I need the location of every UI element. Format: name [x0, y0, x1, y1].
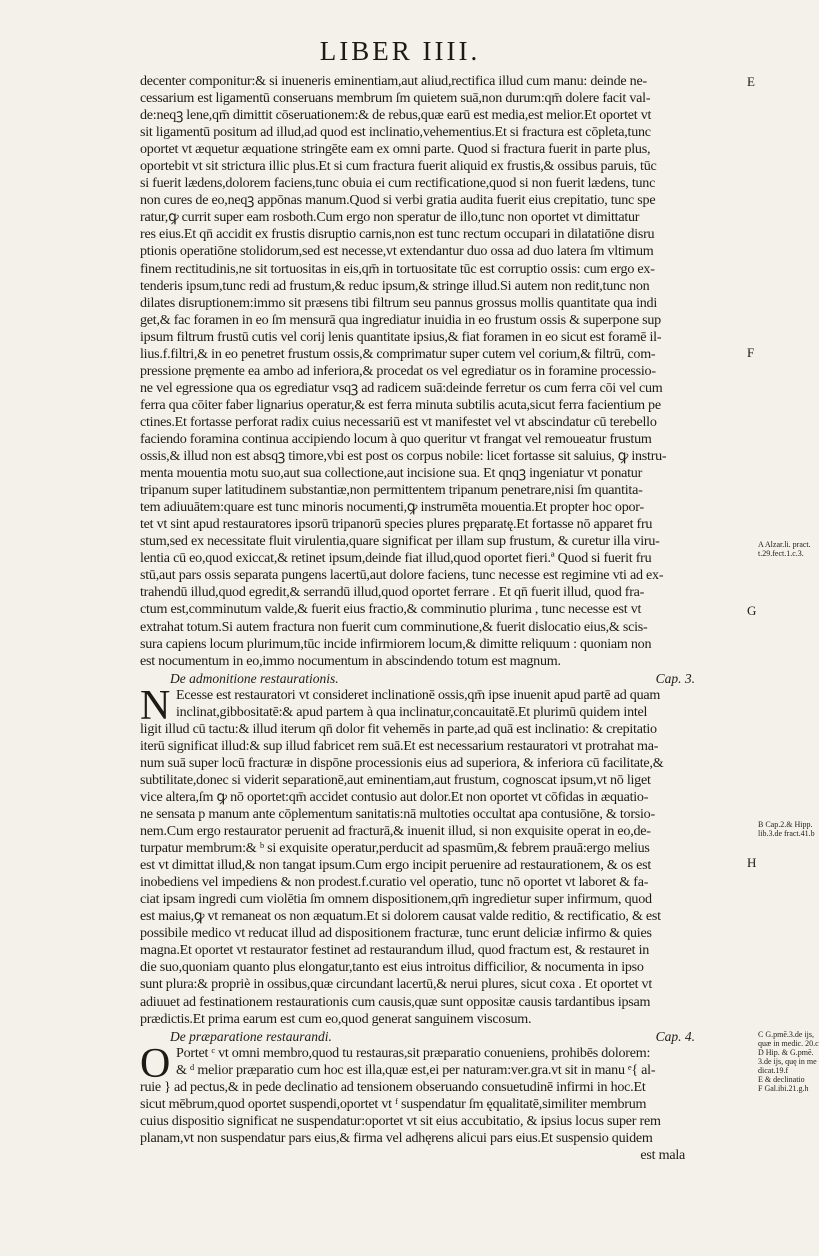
text-line: get,& fac foramen in eo ſm mensurā qua ingrediatur inuidia in eo frustum ossis & superpone sup: [140, 311, 661, 328]
margin-letter-g: G: [747, 603, 757, 618]
text-line: finem rectitudinis,ne sit tortuositas in eis,qm̄ in tortuositate tūc est corruptio ossis: cum ergo ex-: [140, 260, 655, 277]
side-note-line: D Hip. & G.pmē.: [758, 1048, 814, 1057]
side-note-line: E & declinatio: [758, 1075, 805, 1084]
text-line: die suo,quoniam quanto plus elongatur,tanto est eius introitus difficilior, & nocumenta in ipso: [140, 959, 644, 976]
text-line: ctum est,comminutum valde,& fuerit eius fractio,& comminutio plurima , tunc necesse est vt: [140, 601, 642, 618]
text-line: non cures de eo,neqꝫ appōnas manum.Quod si verbi gratia audita fuerit eius crepitatio, tunc spe: [140, 192, 656, 209]
text-line: sunt plura:& propriè in ossibus,quæ circundant lacertū,& nerui plures, sicut coxa . Et oportet vt: [140, 976, 652, 993]
text-line: inobediens vel impediens & non prodest.f.curatio vel operatio, tunc nō oportet vt laboret & fa-: [140, 874, 649, 891]
side-note-line: B Cap.2.& Hipp.: [758, 820, 813, 829]
text-line: lius.f.filtri,& in eo penetret frustum ossis,& comprimatur super cutem vel corium,& filtrū, com-: [140, 345, 656, 362]
text-line: ne sensata p manum ante cōplementum sanitatis:nā multoties occultat apa contusiōne, & torsio-: [140, 806, 655, 823]
text-line: cuius dispositio significat ne suspendatur:oportet vt sit eius accubitatio, & ipsius locus super rem: [140, 1112, 661, 1129]
text-line: ossis,& illud non est absqꝫ timore,vbi est post os corpus nobile: licet fortasse sit saluius, ꝙ instru-: [140, 448, 667, 465]
text-line: ruie } ad pectus,& in pede declinatio ad tensionem obseruando consuetudinē infirmi in hoc.Et: [140, 1078, 646, 1095]
side-note-line: A Alzar.li. pract.: [758, 540, 811, 549]
text-line: inclinat,gibbositatē:& apud partem à qua inclinatur,concauitatē.Et plurimū quidem intel: [176, 703, 648, 720]
text-line: Ecesse est restauratori vt consideret inclinationē ossis,qm̄ ipse inuenit apud partē ad quam: [176, 686, 661, 703]
text-part-3: [140, 1040, 740, 1164]
text-line: sit ligamentū positum ad illud,ad quod est inclinatio,vehementius.Et si fractura est cōpleta,tunc: [140, 124, 651, 141]
text-line: nem.Cum ergo restaurator peruenit ad fracturā,& inuenit illud, si non exquisite operat in eo,de-: [140, 823, 651, 840]
text-line: possibile medico vt reducat illud ad dispositionem fracturæ, tunc erunt deliciæ infirmo & quies: [140, 925, 652, 942]
text-line: oportebit vt sit strictura illic plus.Et si cum fractura fuerit aliquid ex frustis,& ossibus paruis, tūc: [140, 158, 657, 175]
text-line: extrahat totum.Si autem fractura non fuerit cum comminutione,& fuerit dislocatio eius,& scis-: [140, 618, 648, 635]
text-line: lentia cū eo,quod exiccat,& retinet ipsum,deinde fiat illud,quod oportet fieri.ª Quod si fuerit fru: [140, 550, 652, 567]
text-line: ratur,ꝙ currit super eam rosboth.Cum ergo non speratur de illo,tunc non oportet vt dimittatur: [140, 209, 640, 226]
side-note-line: quæ in medic. 20.c: [758, 1039, 819, 1048]
text-line: res eius.Et qn̄ accidit ex frustis disruptio carnis,non est tunc rectum occupari in dilatatiōne disru: [140, 226, 655, 243]
text-part-1: [140, 73, 740, 670]
text-line: subtilitate,donec si viderit separationē,aut eminentiam,aut frustum, cognoscat ipsum,vt nō liget: [140, 771, 651, 788]
drop-initial: O: [140, 1040, 171, 1087]
text-line: sura capiens locum plurimum,tūc incide infirmiorem locum,& dimitte reliquum : quoniam non: [140, 635, 652, 652]
chapter-number: Cap. 4.: [655, 1028, 695, 1044]
text-line: prædictis.Et prima earum est cum eo,quod generat sanguinem viscosum.: [140, 1010, 532, 1027]
text-line: tem adiuuātem:quare est tunc minoris nocumenti,ꝙ instrumēta mouentia.Et propter hoc opor-: [140, 499, 644, 516]
side-note-line: 3.de ijs, quę in me: [758, 1057, 817, 1066]
text-line: faciendo foramina continua accipiendo locum à quo queritur vt frangat vel remoueatur frustum: [140, 430, 652, 447]
text-line: est maius,ꝙ vt remaneat os non æquatum.Et si dolorem causat valde reditio, & rectificatio, & est: [140, 908, 661, 925]
text-line: decenter componitur:& si inueneris eminentiam,aut aliud,rectifica illud cum manu: deinde ne-: [140, 73, 647, 89]
side-note-line: t.29.fect.1.c.3.: [758, 549, 804, 558]
text-line: turpatur membrum:& ᵇ si exquisite operatur,perducit ad spasmūm,& febrem prauā:ergo melius: [140, 840, 650, 857]
text-line: Portet ᶜ vt omni membro,quod tu restauras,sit præparatio conueniens, prohibēs dolorem:: [176, 1044, 651, 1061]
side-note-line: F Gal.ibi.21.g.h: [758, 1084, 809, 1093]
text-line: iterū significat illud:& sup illud fabricet rem suā.Et est necessarium restauratori vt protrahat ma-: [140, 737, 659, 754]
side-note-a: [758, 540, 811, 558]
main-text-block: [140, 73, 740, 1164]
text-line: oportet vt æquetur æquatione stringēte eam ex omni parte. Quod si fractura fuerit in parte plus,: [140, 141, 651, 158]
text-line: si fuerit lædens,dolorem faciens,tunc obuia ei cum rectificatione,quod si non fuerit lædens, tunc: [140, 175, 656, 192]
text-line: adiuuet ad festinationem restaurationis cum causis,quæ sunt oppositæ causis tardantibus ipsam: [140, 993, 651, 1010]
text-line: stum,sed ex necessitate fluit virulentia,quare significat per illam sup frustum, & curetur illa viru-: [140, 533, 660, 550]
text-line: tenderis ipsum,tunc redi ad frustum,& reduc ipsum,& stringe illud.Si autem non redit,tunc non: [140, 277, 650, 294]
text-line: stū,aut pars ossis separata pungens lacertū,aut dolore faciens, tunc necesse est regimine vti ad ex-: [140, 567, 664, 584]
chapter-title: De præparatione restaurandi.: [170, 1028, 332, 1044]
side-note-c: [758, 1030, 819, 1093]
text-line: tripanum super latitudinem substantiæ,non permittentem tripanum penetrare,nisi ſm quantita-: [140, 482, 643, 499]
side-note-line: dicat.19.f: [758, 1066, 789, 1075]
text-part-2: [140, 682, 740, 1028]
text-line: ferra qua cōiter faber lignarius operatur,& est ferra minuta subtilis acuta,sicut ferra facientium pe: [140, 396, 661, 413]
text-line: vice altera,ſm ꝙ nō oportet:qm̄ accidet contusio aut dolor.Et non oportet vt cōfidas in æquatio-: [140, 788, 649, 805]
side-note-line: lib.3.de fract.41.b: [758, 829, 815, 838]
text-line: ne vel egressione qua os egrediatur vsqꝫ ad radicem suā:deinde ferretur os cum ferra cōi vel cum: [140, 379, 663, 396]
text-line: ciat ipsam ingredi cum violētia ſm omnem dispositionem,qm̄ ingredietur super infirmum, quod: [140, 891, 652, 908]
text-line: trahendū illud,quod egredit,& serrandū illud,quod oportet ferrare . Et qn̄ fuerit illud, quod fra-: [140, 584, 645, 601]
text-line: ptionis operatiōne stolidorum,sed est necesse,vt extendantur duo ossa ad duo latera ſm vltimum: [140, 243, 654, 260]
side-note-b: [758, 820, 815, 838]
text-line: est nocumentum in eo,immo nocumentum in abscindendo totum est magnum.: [140, 652, 561, 669]
text-line: est vt dimittat illud,& non tangat ipsum.Cum ergo incipit peruenire ad restaurationem, & os est: [140, 857, 652, 874]
margin-letter-f: F: [747, 345, 755, 360]
side-note-line: C G.pmē.3.de ijs,: [758, 1030, 814, 1039]
text-line: sicut mēbrum,quod oportet suspendi,oportet vt ᶠ suspendatur ſm ęqualitatē,similiter membrum: [140, 1095, 647, 1112]
text-line: ligit illud cū tactu:& illud iterum qn̄ dolor fit vehemēs in parte,ad quā est inclinatio: & crepitatio: [140, 720, 657, 737]
margin-letter-e: E: [747, 74, 755, 89]
text-line: tet vt sint apud restauratores ipsorū tripanorū species plures pręparatę.Et fortasse nō apparet fru: [140, 516, 653, 533]
chapter-number: Cap. 3.: [655, 670, 695, 686]
text-line: pressione pręmente ea ambo ad inferiora,& procedat os vel egrediatur os in foramine processio-: [140, 362, 656, 379]
text-line: ctines.Et fortasse perforat radix cuius necessariū est vt manifestet vel vt abscindatur cū terebello: [140, 413, 657, 430]
text-line: menta mouentia motu suo,aut sua collectione,aut incisione sua. Et qnqꝫ ingeniatur vt ponatur: [140, 465, 643, 482]
text-line: & ᵈ melior præparatio cum hoc est illa,quæ est,ei per naturam:ver.gra.vt sit in manu ᵉ{ al-: [176, 1061, 656, 1078]
chapter-heading: [140, 1028, 740, 1045]
drop-initial: N: [140, 682, 171, 729]
chapter-title: De admonitione restaurationis.: [170, 670, 339, 686]
text-line: dilates disruptionem:immo sit præsens tibi filtrum seu pannus grossus mollis quantitate qua indi: [140, 294, 658, 311]
text-line: num suā super locū fracturæ in dispōne processionis eius ad superiora, & inferiora cū facilitate,&: [140, 754, 664, 771]
text-line: cessarium est ligamentū conseruans membrum ſm quietem suā,non durum:qm̄ dolere facit val-: [140, 90, 651, 107]
margin-letter-h: H: [747, 855, 757, 870]
text-line: ipsum filtrum frustū cutis vel corij lenis quantitate ipsius,& fiat foramen in eo sicut est foramē il-: [140, 328, 662, 345]
text-line: magna.Et oportet vt restaurator festinet ad restaurandum illud, quod fractum est, & restauret in: [140, 942, 650, 959]
chapter-heading: [140, 670, 740, 687]
catchword: est mala: [640, 1146, 685, 1163]
running-head: LIBER IIII.: [319, 36, 481, 66]
text-line: planam,vt non suspendatur pars eius,& firma vel adhęrens alicui pars eius.Et suspensio quidem: [140, 1129, 653, 1146]
text-line: de:neqꝫ lene,qm̄ dimittit cōseruationem:& de rebus,quæ earū est media,est melior.Et oportet vt: [140, 107, 652, 124]
